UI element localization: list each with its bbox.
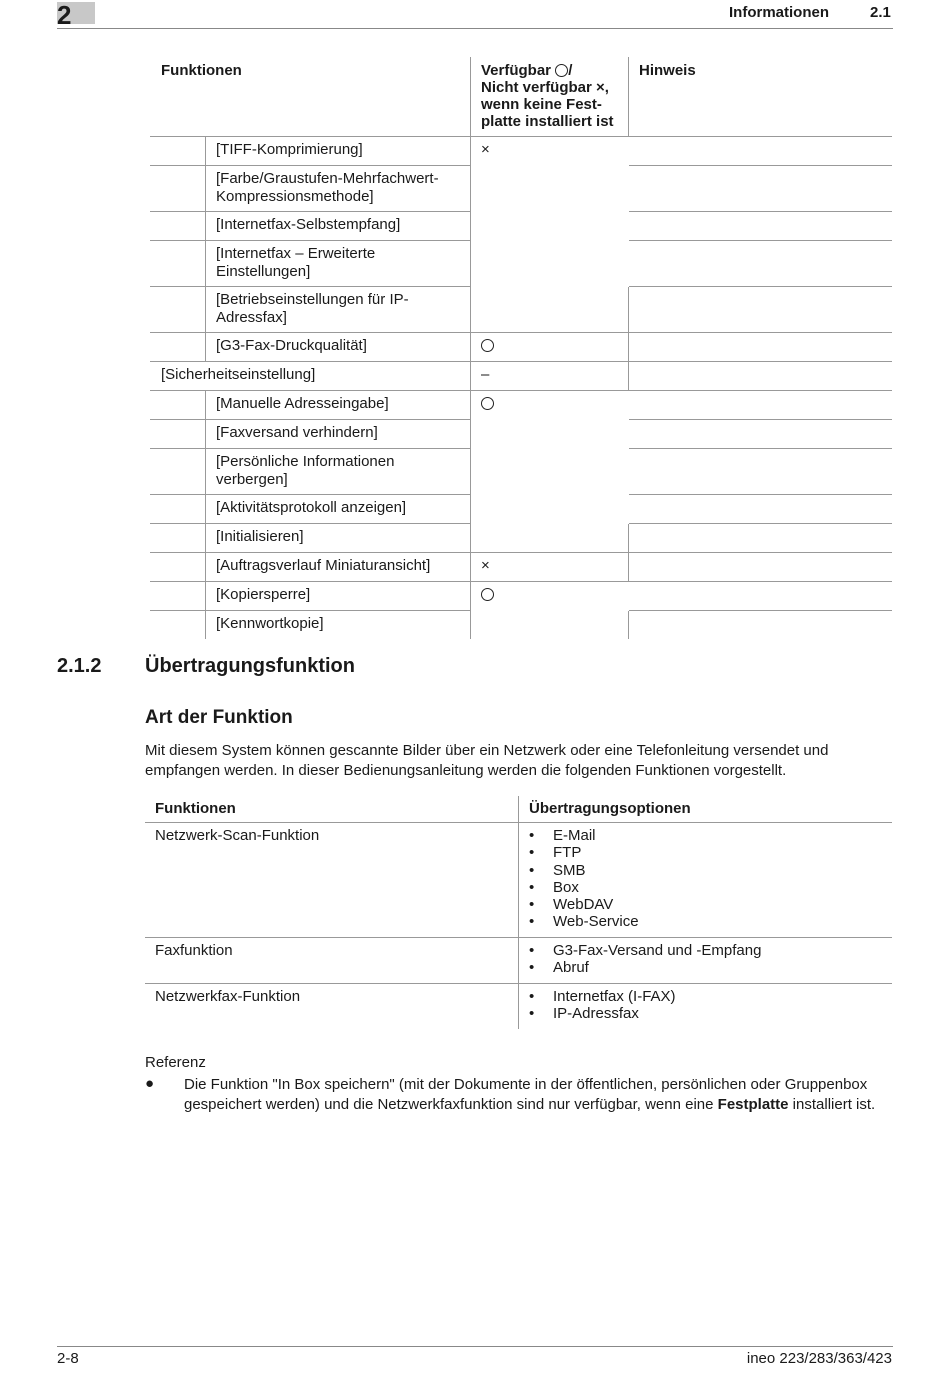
- note-cell: [628, 362, 892, 390]
- table1-body: [150, 137, 892, 639]
- col-note-header: Hinweis: [628, 57, 696, 136]
- note-cell: [628, 449, 892, 494]
- table-row: [150, 212, 892, 241]
- options-list: [529, 942, 761, 977]
- options-cell: [518, 984, 676, 1029]
- table-row: [150, 137, 892, 166]
- list-item: • G3-Fax-Versand und -Empfang: [529, 942, 761, 959]
- col-functions-header: Funktionen: [161, 62, 242, 79]
- section-number: 2.1.2: [57, 655, 102, 677]
- availability-cell: [470, 391, 629, 420]
- availability-cell: ×: [470, 137, 629, 166]
- function-cell: [G3-Fax-Druckqualität]: [205, 333, 461, 361]
- function-cell: [Persönliche Informationen verbergen]: [205, 449, 461, 494]
- function-cell: [Auftragsverlauf Miniaturansicht]: [205, 553, 461, 581]
- function-cell: [Initialisieren]: [205, 524, 461, 552]
- function-cell: [TIFF-Komprimierung]: [205, 137, 461, 165]
- table-row: [150, 553, 892, 582]
- availability-cell: ×: [470, 553, 629, 581]
- note-cell: [628, 166, 892, 211]
- note-cell: [628, 420, 892, 448]
- table-row: [150, 241, 892, 287]
- table-row: [150, 582, 892, 611]
- bullet-icon: ●: [145, 1075, 155, 1092]
- footer-rule: [57, 1346, 893, 1347]
- availability-cell: [470, 287, 629, 332]
- function-cell: [Kopiersperre]: [205, 582, 461, 610]
- function-cell: [Betriebseinstellungen für IP-Adressfax]: [205, 287, 461, 332]
- table-row: [150, 166, 892, 212]
- table-row: [150, 495, 892, 524]
- note-cell: [628, 495, 892, 523]
- intro-paragraph: Mit diesem System können gescannte Bilder über ein Netzwerk oder eine Telefonleitung versendet und empfangen werden. In dieser Bedienungsanleitung werden die folgenden Funktionen vorgestellt.: [145, 742, 829, 779]
- table1-header: [150, 57, 892, 137]
- note-cell: [628, 391, 892, 419]
- note-cell: [628, 524, 892, 552]
- function-cell: Netzwerkfax-Funktion: [155, 988, 301, 1005]
- list-item: • Abruf: [529, 959, 761, 976]
- table-row: [145, 938, 892, 984]
- note-cell: [628, 553, 892, 581]
- function-cell: [Kennwortkopie]: [205, 611, 461, 639]
- table-row: [150, 362, 892, 391]
- availability-cell: [470, 241, 629, 287]
- availability-cell: [470, 582, 629, 611]
- table-row: [150, 611, 892, 639]
- function-cell: Netzwerk-Scan-Funktion: [155, 827, 320, 844]
- note-cell: [628, 212, 892, 240]
- list-item: • Web-Service: [529, 913, 639, 930]
- function-cell: [Manuelle Adresseingabe]: [205, 391, 461, 419]
- list-item: • Box: [529, 879, 639, 896]
- chapter-number: 2: [57, 0, 72, 30]
- function-cell: [Farbe/Graustufen-Mehrfachwert-Kompressionsmethode]: [205, 166, 461, 211]
- note-cell: [628, 582, 892, 610]
- availability-cell: –: [470, 362, 629, 390]
- list-item: • Internetfax (I-FAX): [529, 988, 676, 1005]
- product-model: ineo 223/283/363/423: [746, 1350, 892, 1367]
- function-cell: [Internetfax-Selbstempfang]: [205, 212, 461, 240]
- list-item: • FTP: [529, 844, 639, 861]
- header-section: 2.1: [870, 4, 891, 21]
- available-circle-icon: [481, 588, 494, 601]
- table-row: [150, 333, 892, 362]
- reference-text: Die Funktion "In Box speichern" (mit der Dokumente in der öffentlichen, persönlichen oder Gruppenbox gespeichert werden) und die Netzwerkfaxfunktion sind nur verfügbar, wenn eine Festplatte installiert ist.: [184, 1076, 876, 1113]
- availability-cell: [470, 166, 629, 212]
- header-rule: [57, 28, 893, 29]
- available-circle-icon: [481, 397, 494, 410]
- available-circle-icon: [481, 339, 494, 352]
- note-cell: [628, 137, 892, 165]
- table2-body: [145, 823, 892, 1029]
- function-cell: [Faxversand verhindern]: [205, 420, 461, 448]
- table-row: [150, 524, 892, 553]
- header-title: Informationen: [729, 4, 829, 21]
- transmission-options-table: [145, 796, 892, 1029]
- note-cell: [628, 611, 892, 639]
- availability-cell: [470, 495, 629, 524]
- options-cell: [518, 938, 761, 983]
- function-cell: [Internetfax – Erweiterte Einstellungen]: [205, 241, 461, 286]
- section-title: Übertragungsfunktion: [145, 655, 355, 677]
- availability-cell: [470, 212, 629, 241]
- function-cell: Faxfunktion: [155, 942, 233, 959]
- subsection-title: Art der Funktion: [145, 707, 293, 728]
- reference-label: Referenz: [145, 1054, 206, 1071]
- emphasis-festplatte: Festplatte: [717, 1095, 789, 1113]
- col-options-header: Übertragungsoptionen: [518, 796, 691, 822]
- table-row: [145, 823, 892, 938]
- availability-cell: [470, 524, 629, 552]
- table2-header: [145, 796, 892, 823]
- table-row: [150, 391, 892, 420]
- list-item: • E-Mail: [529, 827, 639, 844]
- table-row: [150, 420, 892, 449]
- table-row: [150, 287, 892, 333]
- functions-availability-table: [150, 57, 892, 639]
- page-number: 2-8: [57, 1350, 79, 1367]
- available-circle-icon: [555, 64, 568, 77]
- col-available-header: Verfügbar / Nicht verfügbar ×, wenn keine Fest- platte installiert ist: [470, 57, 629, 136]
- note-cell: [628, 333, 892, 361]
- table-row: [150, 449, 892, 495]
- note-cell: [628, 241, 892, 286]
- options-list: [529, 827, 639, 931]
- options-list: [529, 988, 676, 1023]
- availability-cell: [470, 449, 629, 495]
- availability-cell: [470, 611, 629, 639]
- list-item: • SMB: [529, 862, 639, 879]
- list-item: • WebDAV: [529, 896, 639, 913]
- function-cell: [Sicherheitseinstellung]: [161, 366, 316, 383]
- availability-cell: [470, 333, 629, 361]
- note-cell: [628, 287, 892, 332]
- col-functions-header: Funktionen: [155, 800, 236, 817]
- options-cell: [518, 823, 639, 937]
- table-row: [145, 984, 892, 1029]
- list-item: • IP-Adressfax: [529, 1005, 676, 1022]
- availability-cell: [470, 420, 629, 449]
- function-cell: [Aktivitätsprotokoll anzeigen]: [205, 495, 461, 523]
